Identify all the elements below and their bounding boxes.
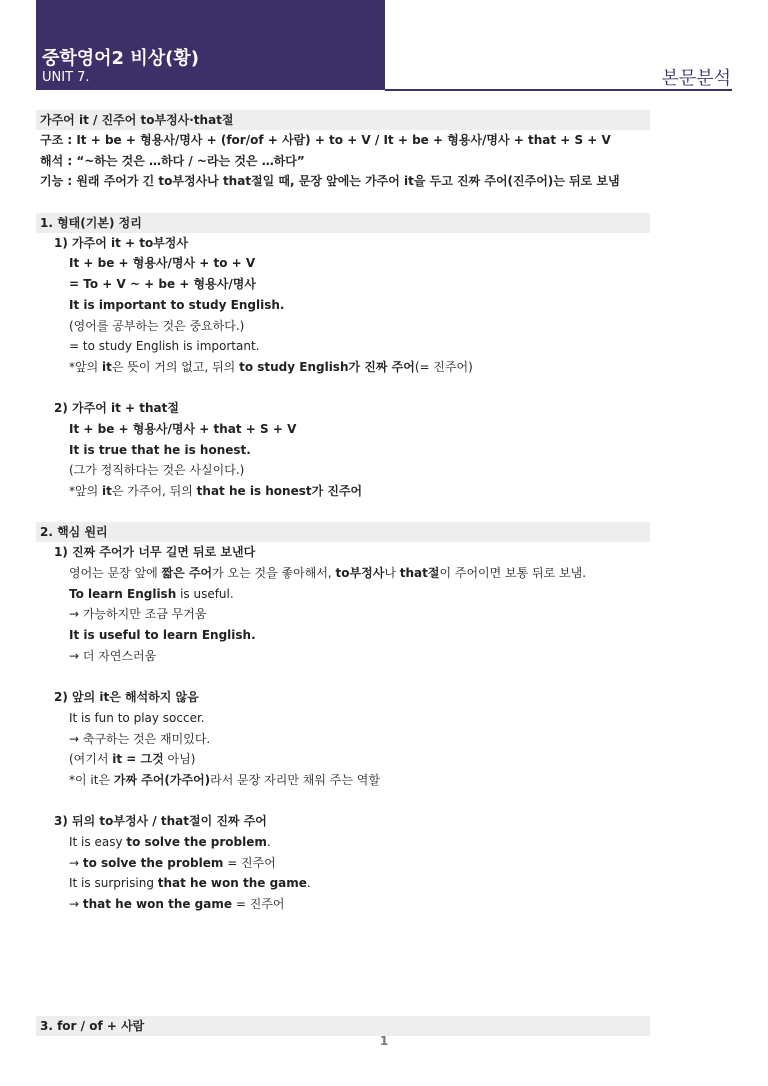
example-sentence: It is fun to play soccer. (69, 710, 205, 725)
arrow-note: → 더 자연스러움 (69, 648, 157, 663)
note-text: *앞의 (69, 484, 102, 498)
note-text: 은 뜻이 거의 없고, 뒤의 (111, 359, 240, 374)
text-run: . (306, 876, 311, 891)
spacer (36, 502, 650, 523)
text-run: 나 (384, 566, 400, 581)
formula-line: It + be + 형용사/명사 + that + S + V (69, 421, 297, 436)
text-run: It is surprising (69, 876, 158, 891)
note-text: *앞의 (69, 359, 102, 374)
structure-line: 구조 : It + be + 형용사/명사 + (for/of + 사람) + to + V / It + be + 형용사/명사 + that + S + V (40, 133, 611, 147)
note-line (36, 357, 650, 378)
explanation-line (36, 563, 650, 584)
section-label: 본문분석 (661, 68, 731, 89)
text-run: to부정사 (335, 566, 385, 581)
section1-heading-band: 1. 형태(기본) 정리 (36, 213, 650, 233)
text-run: 짧은 주어 (161, 566, 213, 581)
unit-label: UNIT 7. (42, 70, 90, 85)
text-run: 영어는 문장 앞에 (69, 566, 162, 581)
text-run: *이 it은 (69, 772, 114, 787)
example-sentence: It is true that he is honest. (69, 442, 251, 457)
text-run: to solve the problem (126, 835, 267, 849)
section2-heading-band: 2. 핵심 원리 (36, 522, 650, 542)
spacer (36, 192, 650, 213)
intro-heading-band: 가주어 it / 진주어 to부정사·that절 (36, 110, 650, 130)
text-run: 가짜 주어(가주어) (113, 772, 211, 787)
note-line (36, 770, 650, 791)
document-body (36, 110, 650, 915)
section2-sub3-title: 3) 뒤의 to부정사 / that절이 진짜 주어 (54, 814, 267, 829)
section1-sub1-title: 1) 가주어 it + to부정사 (54, 235, 188, 250)
text-run: 가 오는 것을 좋아해서, (212, 566, 336, 581)
text-run: → (69, 855, 83, 870)
text-run: that he won the game (82, 897, 233, 912)
text-run: = 진주어 (223, 855, 276, 870)
formula-line: = To + V ~ + be + 형용사/명사 (69, 277, 256, 292)
text-run: . (266, 835, 271, 849)
example-sentence (36, 832, 650, 853)
example-sentence: It is useful to learn English. (69, 628, 256, 643)
formula-line: It + be + 형용사/명사 + to + V (69, 256, 256, 271)
text-run: is useful. (176, 586, 234, 601)
spacer (36, 378, 650, 399)
text-run: 이 주어이면 보통 뒤로 보냄. (439, 566, 587, 581)
example-sentence: It is important to study English. (69, 297, 285, 312)
note-text: to study English가 진짜 주어 (239, 359, 415, 374)
page-number: 1 (379, 1034, 389, 1048)
arrow-note: → 축구하는 것은 재미있다. (69, 731, 211, 746)
text-run: (여기서 (69, 752, 113, 767)
text-run: = 진주어 (232, 897, 285, 912)
text-run: 라서 문장 자리만 채워 주는 역할 (210, 772, 380, 787)
parenthetical-note (36, 749, 650, 770)
text-run: It is easy (69, 835, 127, 849)
example-sentence (36, 584, 650, 605)
function-line: 기능 : 원래 주어가 긴 to부정사나 that절일 때, 문장 앞에는 가주어 it을 두고 진짜 주어(진주어)는 뒤로 보냄 (40, 174, 620, 189)
note-text: that he is honest가 진주어 (196, 484, 363, 498)
text-run: it = 그것 (112, 752, 164, 767)
section2-sub2-title: 2) 앞의 it은 해석하지 않음 (54, 690, 199, 705)
header-title-box (36, 0, 385, 90)
meaning-line: 해석 : “~하는 것은 …하다 / ~라는 것은 …하다” (40, 153, 305, 168)
text-run: To learn English (69, 586, 177, 601)
translation-line: (영어를 공부하는 것은 중요하다.) (69, 318, 245, 333)
text-run: 아님) (163, 752, 196, 767)
text-run: to solve the problem (82, 855, 224, 870)
spacer (36, 791, 650, 812)
text-run: that절 (399, 566, 440, 581)
section2-sub1-title: 1) 진짜 주어가 너무 길면 뒤로 보낸다 (54, 545, 256, 560)
arrow-note (36, 853, 650, 874)
note-text: 은 가주어, 뒤의 (111, 484, 197, 498)
text-run: that he won the game (157, 876, 307, 891)
equivalent-line: = to study English is important. (69, 339, 260, 354)
text-run: → (69, 897, 83, 912)
header-divider (385, 89, 732, 91)
section3-heading-band: 3. for / of + 사람 (36, 1016, 650, 1036)
arrow-note: → 가능하지만 조금 무거움 (69, 607, 207, 622)
translation-line: (그가 정직하다는 것은 사실이다.) (69, 463, 245, 478)
document-title: 중학영어2 비상(황) (42, 48, 199, 69)
note-text: it (102, 359, 112, 374)
note-line (36, 481, 650, 502)
note-text: (= 진주어) (414, 359, 473, 374)
note-text: it (102, 484, 112, 498)
example-sentence (36, 873, 650, 894)
arrow-note (36, 894, 650, 915)
section1-sub2-title: 2) 가주어 it + that절 (54, 401, 179, 416)
spacer (36, 667, 650, 688)
